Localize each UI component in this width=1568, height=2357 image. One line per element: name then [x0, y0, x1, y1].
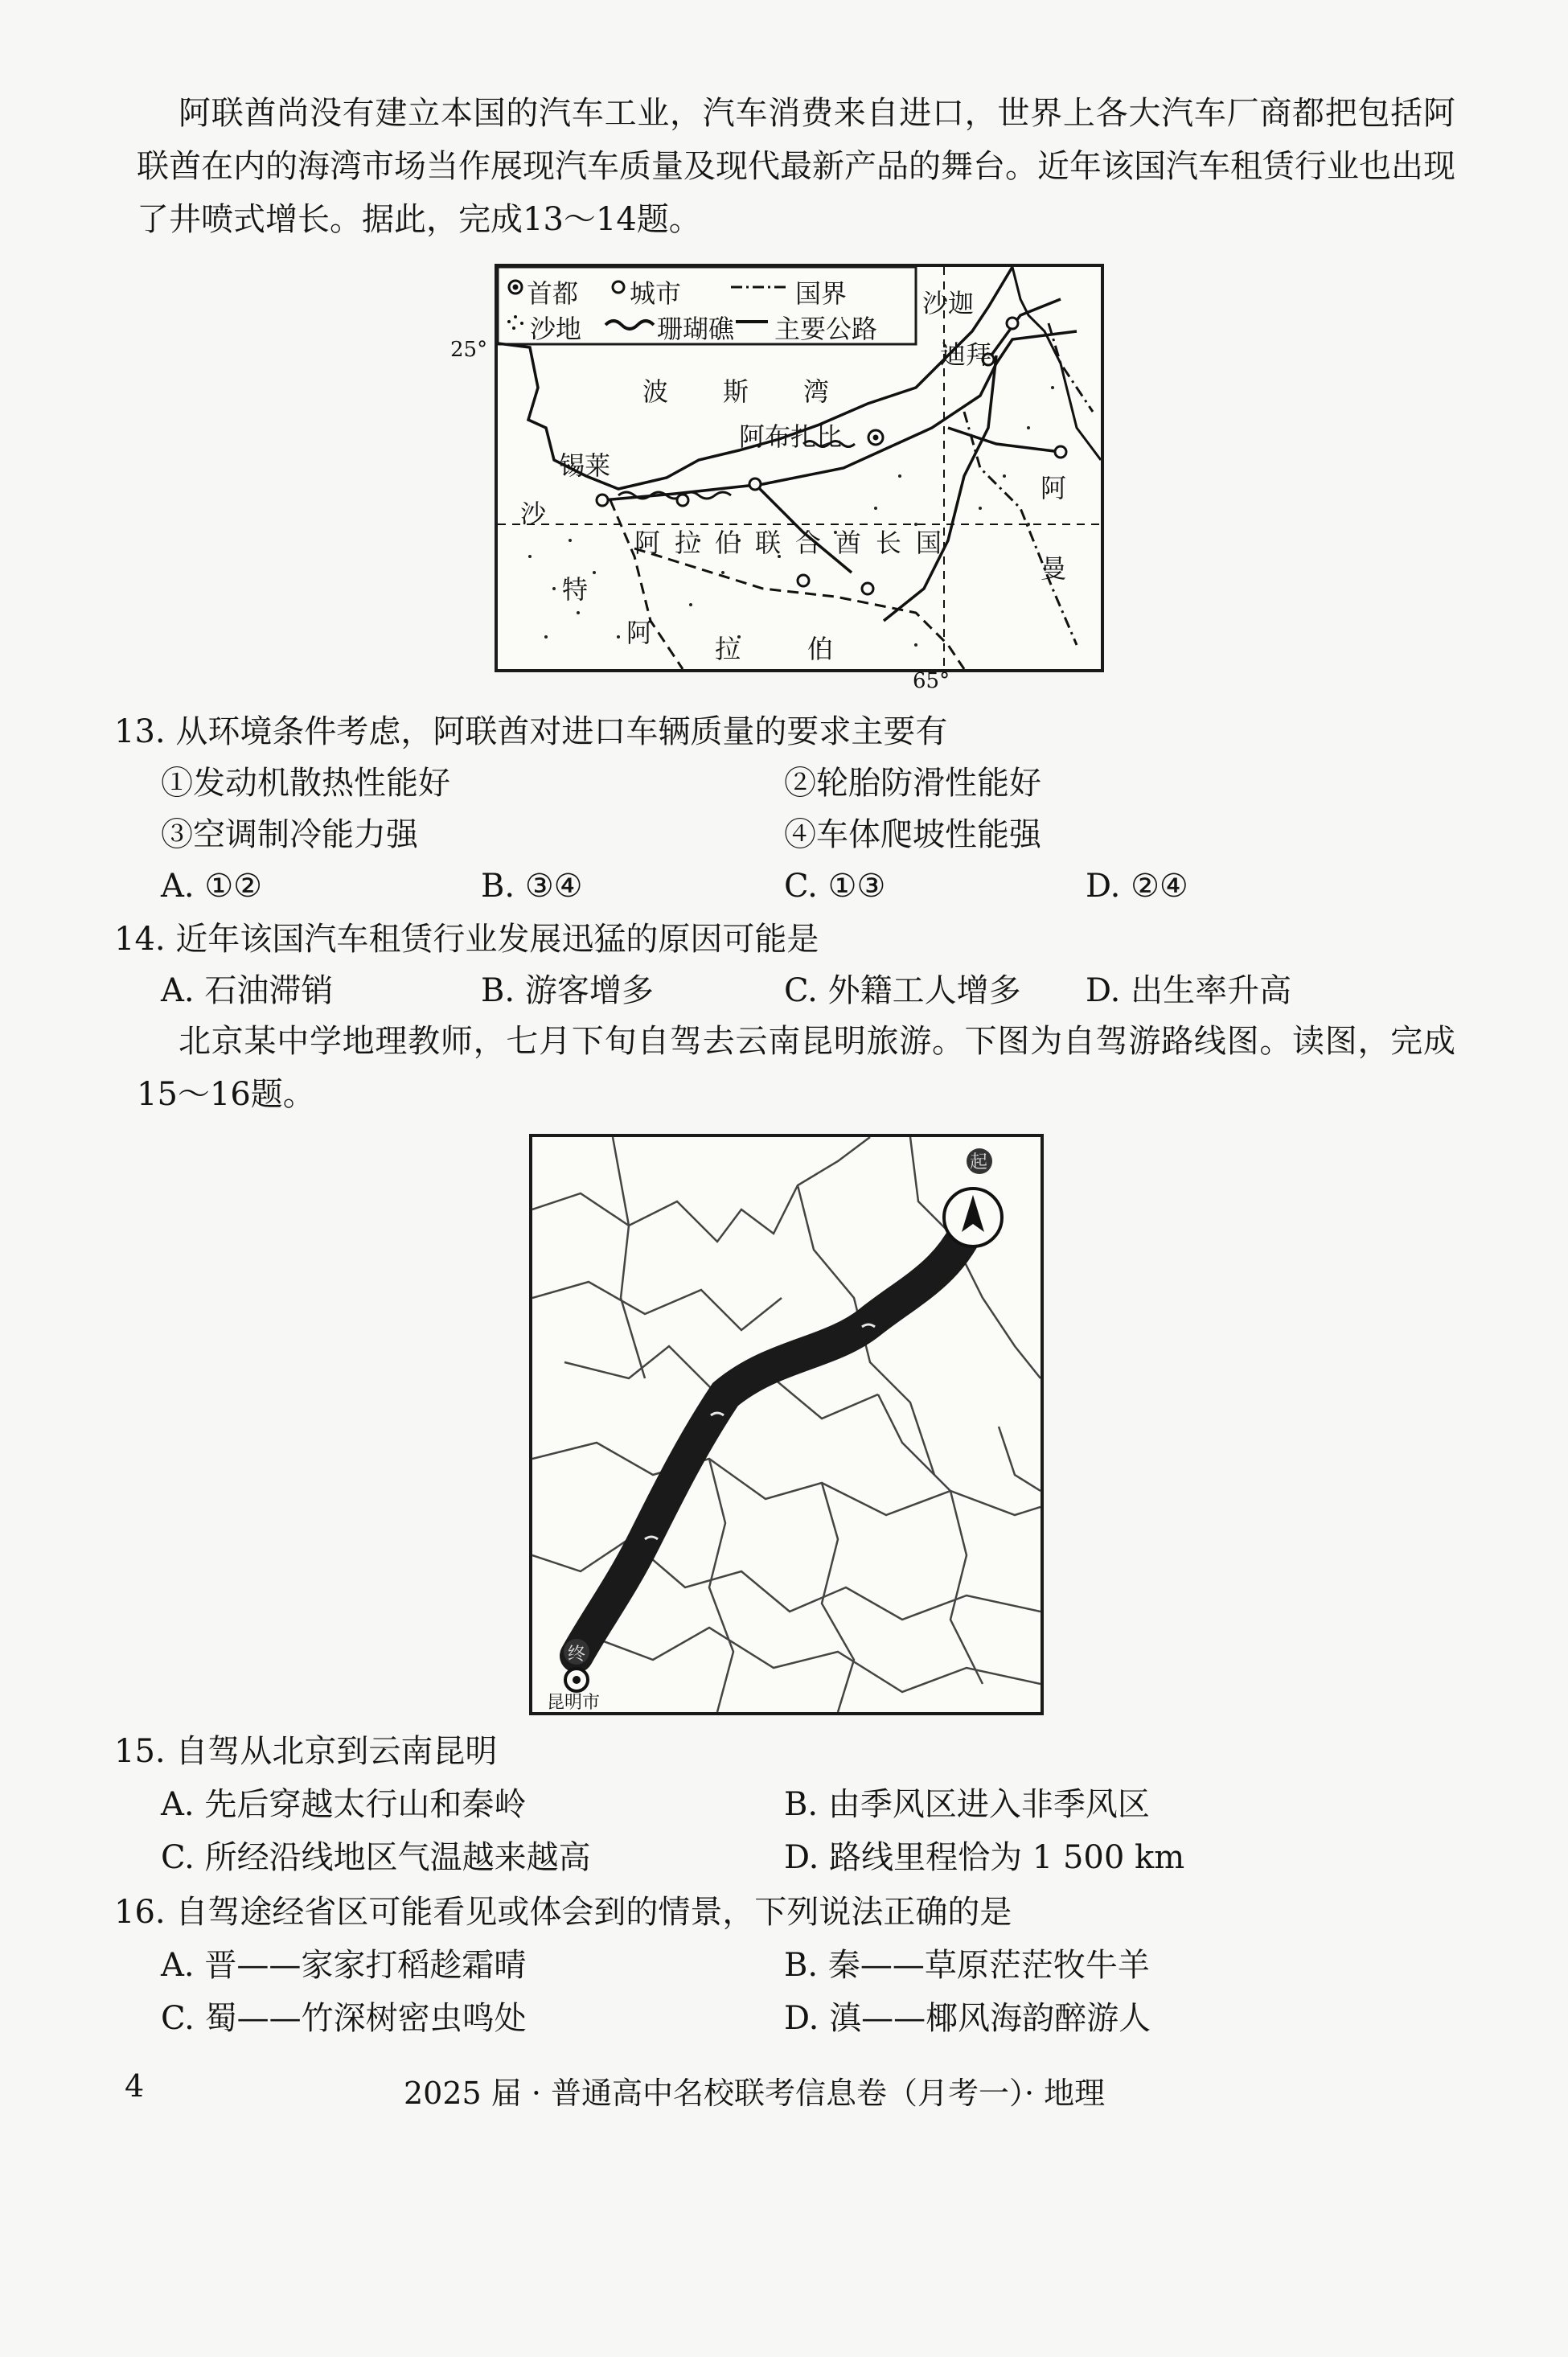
city-shajia-label: 沙迦	[922, 288, 975, 318]
city-abuzhabi-label: 阿布扎比	[739, 421, 843, 452]
legend-coral-label: 珊瑚礁	[657, 314, 735, 344]
legend-capital-label: 首都	[527, 278, 579, 309]
oman-label-1: 阿	[1041, 473, 1067, 503]
q13-stem: 13. 从环境条件考虑，阿联酋对进口车辆质量的要求主要有	[114, 713, 948, 750]
q13-option-d[interactable]: D. ②④	[1086, 868, 1188, 905]
uae-label-7: 长	[876, 528, 902, 558]
intro-paragraph-2: 北京某中学地理教师，七月下旬自驾去云南昆明旅游。下图为自驾游路线图。读图，完成15～16题。	[137, 1023, 1455, 1113]
q16-stem: 16. 自驾途经省区可能看见或体会到的情景，下列说法正确的是	[114, 1894, 1012, 1931]
footer-title: 2025 届 · 普通高中名校联考信息卷（月考一）· 地理	[404, 2076, 1106, 2111]
legend-road-label: 主要公路	[774, 314, 878, 344]
q14-stem: 14. 近年该国汽车租赁行业发展迅猛的原因可能是	[114, 921, 819, 958]
legend-sand-label: 沙地	[530, 314, 582, 344]
saudi-label-2: 特	[562, 574, 589, 605]
q16-option-c[interactable]: C. 蜀——竹深树密虫鸣处	[161, 2000, 527, 2037]
uae-map	[495, 264, 1104, 672]
q13-item-1: ①发动机散热性能好	[161, 765, 450, 802]
saudi-label-4: 拉	[715, 634, 741, 664]
intro-paragraph-1: 阿联酋尚没有建立本国的汽车工业，汽车消费来自进口，世界上各大汽车厂商都把包括阿联酋在内的海湾市场当作展现汽车质量及现代最新产品的舞台。近年该国汽车租赁行业也出现了井喷式增长。据此，完成13～14题。	[137, 95, 1455, 238]
q15-option-d[interactable]: D. 路线里程恰为 1 500 km	[784, 1839, 1185, 1876]
route-map	[529, 1134, 1044, 1715]
q14-option-b[interactable]: B. 游客增多	[481, 972, 654, 1009]
latitude-label: 25°	[450, 338, 488, 362]
route-end-label: 终	[568, 1645, 586, 1665]
uae-label-6: 酋	[835, 528, 862, 558]
saudi-label-3: 阿	[626, 618, 653, 648]
uae-label-8: 国	[916, 528, 942, 558]
gulf-label-3: 湾	[803, 376, 830, 407]
q13-option-b[interactable]: B. ③④	[481, 868, 583, 905]
gulf-label-1: 波	[642, 376, 669, 407]
oman-label-2: 曼	[1041, 553, 1067, 584]
uae-label-5: 合	[795, 528, 822, 558]
q15-stem: 15. 自驾从北京到云南昆明	[114, 1733, 498, 1770]
q16-option-b[interactable]: B. 秦——草原茫茫牧牛羊	[784, 1947, 1150, 1984]
q13-item-2: ②轮胎防滑性能好	[784, 765, 1041, 802]
q14-option-d[interactable]: D. 出生率升高	[1086, 972, 1292, 1009]
q13-option-a[interactable]: A. ①②	[161, 868, 263, 905]
page-number: 4	[125, 2068, 145, 2104]
kunming-label: 昆明市	[547, 1693, 601, 1713]
city-dibai-label: 迪拜	[940, 339, 992, 370]
q13-item-3: ③空调制冷能力强	[161, 816, 418, 853]
q14-option-c[interactable]: C. 外籍工人增多	[784, 972, 1021, 1009]
q13-item-4: ④车体爬坡性能强	[784, 816, 1041, 853]
route-map-drawing	[532, 1137, 1041, 1712]
q15-option-c[interactable]: C. 所经沿线地区气温越来越高	[161, 1839, 591, 1876]
q14-option-a[interactable]: A. 石油滞销	[161, 972, 334, 1009]
saudi-label-1: 沙	[520, 499, 547, 529]
uae-label-2: 拉	[675, 528, 701, 558]
uae-label-4: 联	[755, 528, 782, 558]
uae-label-1: 阿	[634, 528, 661, 558]
q15-option-a[interactable]: A. 先后穿越太行山和秦岭	[161, 1786, 527, 1823]
uae-label-3: 伯	[715, 528, 741, 558]
q13-option-c[interactable]: C. ①③	[784, 868, 886, 905]
legend-border-label: 国界	[795, 278, 848, 309]
saudi-label-5: 伯	[807, 634, 834, 664]
q15-option-b[interactable]: B. 由季风区进入非季风区	[784, 1786, 1150, 1823]
longitude-label: 65°	[913, 669, 950, 693]
route-start-label: 起	[970, 1152, 988, 1172]
legend-city-label: 城市	[630, 278, 682, 309]
city-xilai-label: 锡莱	[559, 450, 611, 481]
gulf-label-2: 斯	[723, 376, 749, 407]
q16-option-d[interactable]: D. 滇——椰风海韵醉游人	[784, 2000, 1151, 2037]
q16-option-a[interactable]: A. 晋——家家打稻趁霜晴	[161, 1947, 527, 1984]
